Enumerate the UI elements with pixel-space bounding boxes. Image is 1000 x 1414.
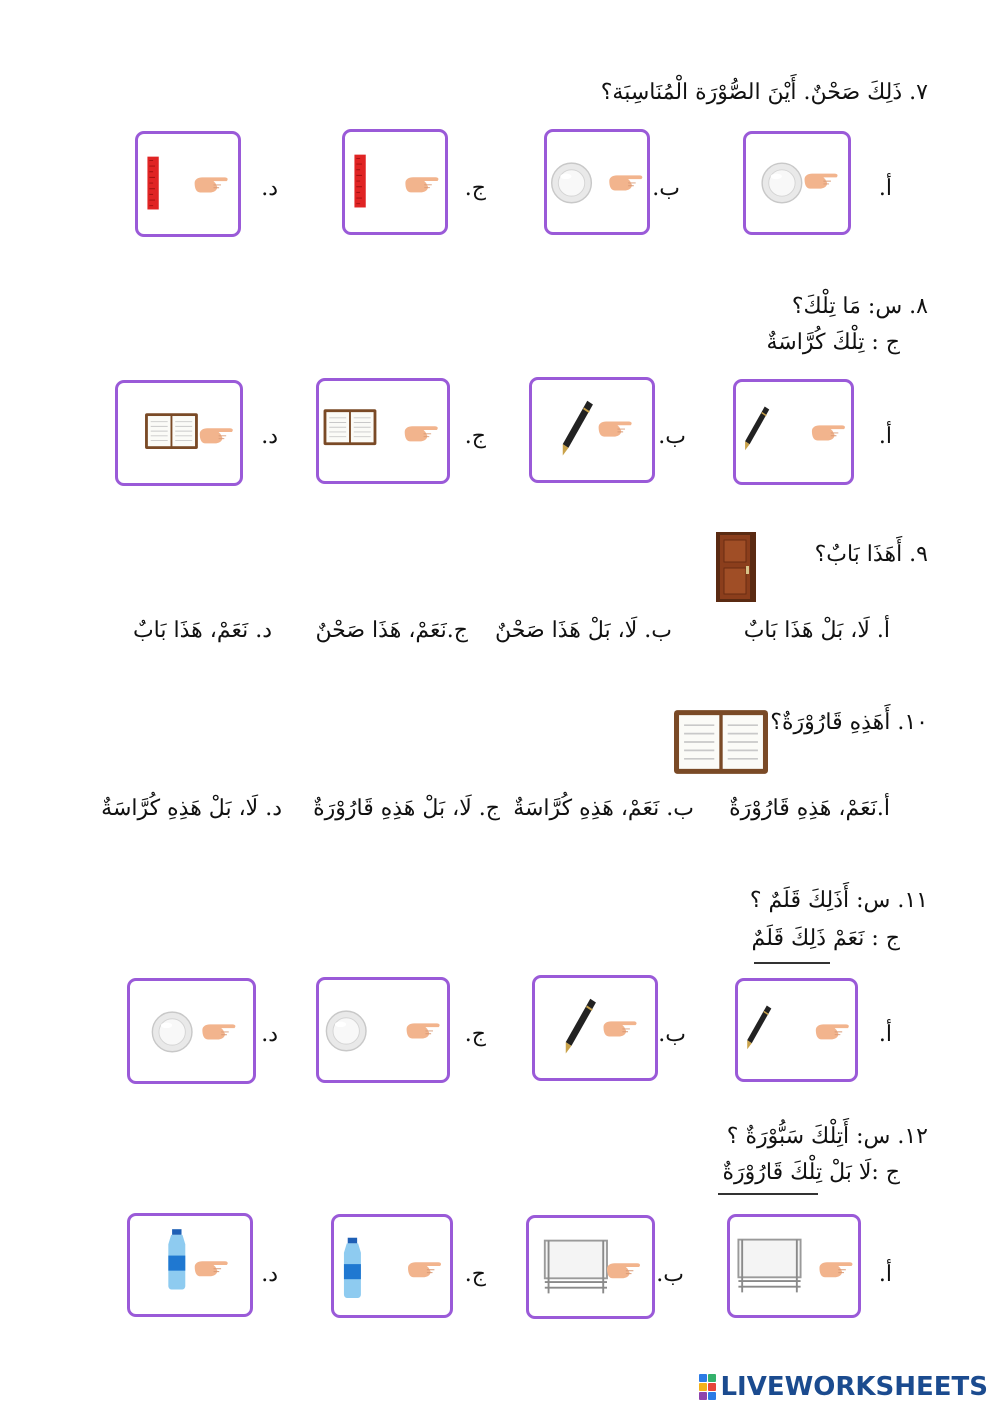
ruler-icon (147, 157, 158, 210)
pointing-hand-icon (405, 177, 438, 192)
q8-option-b-card[interactable] (529, 377, 655, 483)
q7-option-b-card[interactable] (544, 129, 650, 235)
pen-icon (563, 401, 593, 456)
ruler-icon (354, 155, 365, 208)
plate-icon (152, 1012, 192, 1052)
q8-option-c-card[interactable] (316, 378, 450, 484)
bottle-icon (344, 1238, 361, 1298)
q12-option-d-card[interactable] (127, 1213, 253, 1317)
pointing-hand-icon (805, 174, 838, 189)
q8-label-d: د. (261, 424, 278, 449)
plate-icon (326, 1011, 366, 1051)
door-icon (716, 532, 756, 602)
notebook-icon (674, 710, 768, 774)
q11-label-c: ج. (464, 1022, 486, 1047)
q12-label-a: أ. (878, 1262, 892, 1287)
pointing-hand-icon (607, 1263, 640, 1278)
pointing-hand-icon (816, 1024, 849, 1039)
q7-label-c: ج. (464, 176, 486, 201)
q11-option-d-card[interactable] (127, 978, 256, 1084)
q7-label-a: أ. (878, 176, 892, 201)
q10-option-a[interactable]: أ.نَعَمْ، هَذِهِ قَارُوْرَةٌ (729, 796, 890, 821)
pointing-hand-icon (812, 425, 845, 440)
notebook-icon (324, 409, 377, 445)
whiteboard-icon (738, 1240, 800, 1293)
q7-option-c-card[interactable] (342, 129, 448, 235)
q11-label-a: أ. (878, 1022, 892, 1047)
q11-label-d: د. (261, 1022, 278, 1047)
notebook-icon (145, 413, 198, 449)
q12-option-c-card[interactable] (331, 1214, 453, 1318)
q9-option-a[interactable]: أ. لَا، بَلْ هَذَا بَابٌ (743, 618, 890, 643)
q8-option-a-card[interactable] (733, 379, 854, 485)
q10-option-c[interactable]: ج. لَا، بَلْ هَذِهِ قَارُوْرَةٌ (313, 796, 500, 821)
q8-option-d-card[interactable] (115, 380, 243, 486)
q12-label-d: د. (261, 1262, 278, 1287)
plate-icon (762, 163, 802, 203)
q7-option-a-card[interactable] (743, 131, 851, 235)
pen-icon (566, 999, 596, 1054)
brand-logo (699, 1372, 988, 1402)
pointing-hand-icon (609, 175, 642, 190)
pointing-hand-icon (200, 428, 233, 443)
pointing-hand-icon (195, 177, 228, 192)
q9-option-d[interactable]: د. نَعَمْ، هَذَا بَابٌ (132, 618, 272, 643)
pointing-hand-icon (603, 1021, 636, 1036)
pointing-hand-icon (407, 1023, 440, 1038)
q12-option-b-card[interactable] (526, 1215, 655, 1319)
pointing-hand-icon (819, 1262, 852, 1277)
q11-option-c-card[interactable] (316, 977, 450, 1083)
pointing-hand-icon (599, 422, 632, 437)
pointing-hand-icon (408, 1262, 441, 1277)
pointing-hand-icon (202, 1024, 235, 1039)
question-11: ١١. س: أَذَلِكَ قَلَمٌ ؟ (749, 888, 928, 913)
q12-label-b: ب. (656, 1262, 684, 1287)
bottle-icon (168, 1229, 185, 1289)
plate-icon (552, 163, 592, 203)
logo-mark-icon (699, 1374, 716, 1400)
question-12: ١٢. س: أَتِلْكَ سَبُّوْرَةٌ ؟ (726, 1124, 928, 1149)
answer-11-underline (754, 962, 830, 964)
q10-option-d[interactable]: د. لَا، بَلْ هَذِهِ كُرَّاسَةٌ (101, 796, 282, 821)
q7-label-d: د. (261, 176, 278, 201)
answer-11: ج : نَعَمْ ذَلِكَ قَلَمٌ (751, 926, 900, 951)
answer-8: ج : تِلْكَ كُرَّاسَةٌ (766, 330, 900, 355)
pen-icon (745, 407, 769, 451)
q12-option-a-card[interactable] (727, 1214, 861, 1318)
whiteboard-icon (545, 1241, 607, 1294)
answer-12: ج :لَا بَلْ تِلْكَ قَارُوْرَةٌ (722, 1160, 900, 1185)
q11-label-b: ب. (658, 1022, 686, 1047)
q7-label-b: ب. (652, 176, 680, 201)
q11-option-a-card[interactable] (735, 978, 858, 1082)
q8-label-b: ب. (658, 424, 686, 449)
q11-option-b-card[interactable] (532, 975, 658, 1081)
brand-name: LIVEWORKSHEETS (720, 1372, 988, 1402)
pointing-hand-icon (405, 426, 438, 441)
pointing-hand-icon (195, 1261, 228, 1276)
q12-label-c: ج. (464, 1262, 486, 1287)
question-9: ٩. أَهَذَا بَابٌ؟ (814, 542, 928, 567)
q10-option-b[interactable]: ب. نَعَمْ، هَذِهِ كُرَّاسَةٌ (513, 796, 694, 821)
q9-option-b[interactable]: ب. لَا، بَلْ هَذَا صَحْنٌ (495, 618, 672, 643)
q7-option-d-card[interactable] (135, 131, 241, 237)
question-8: ٨. س: مَا تِلْكَ؟ (791, 294, 928, 319)
pen-icon (747, 1006, 771, 1050)
question-10: ١٠. أَهَذِهِ قَارُوْرَةٌ؟ (770, 710, 928, 735)
q8-label-c: ج. (464, 424, 486, 449)
answer-12-underline (718, 1193, 818, 1195)
question-7: ٧. ذَلِكَ صَحْنٌ. أَيْنَ الصُّوْرَة الْمُنَاسِبَة؟ (600, 80, 928, 105)
q8-label-a: أ. (878, 424, 892, 449)
q9-option-c[interactable]: ج.نَعَمْ، هَذَا صَحْنٌ (315, 618, 468, 643)
